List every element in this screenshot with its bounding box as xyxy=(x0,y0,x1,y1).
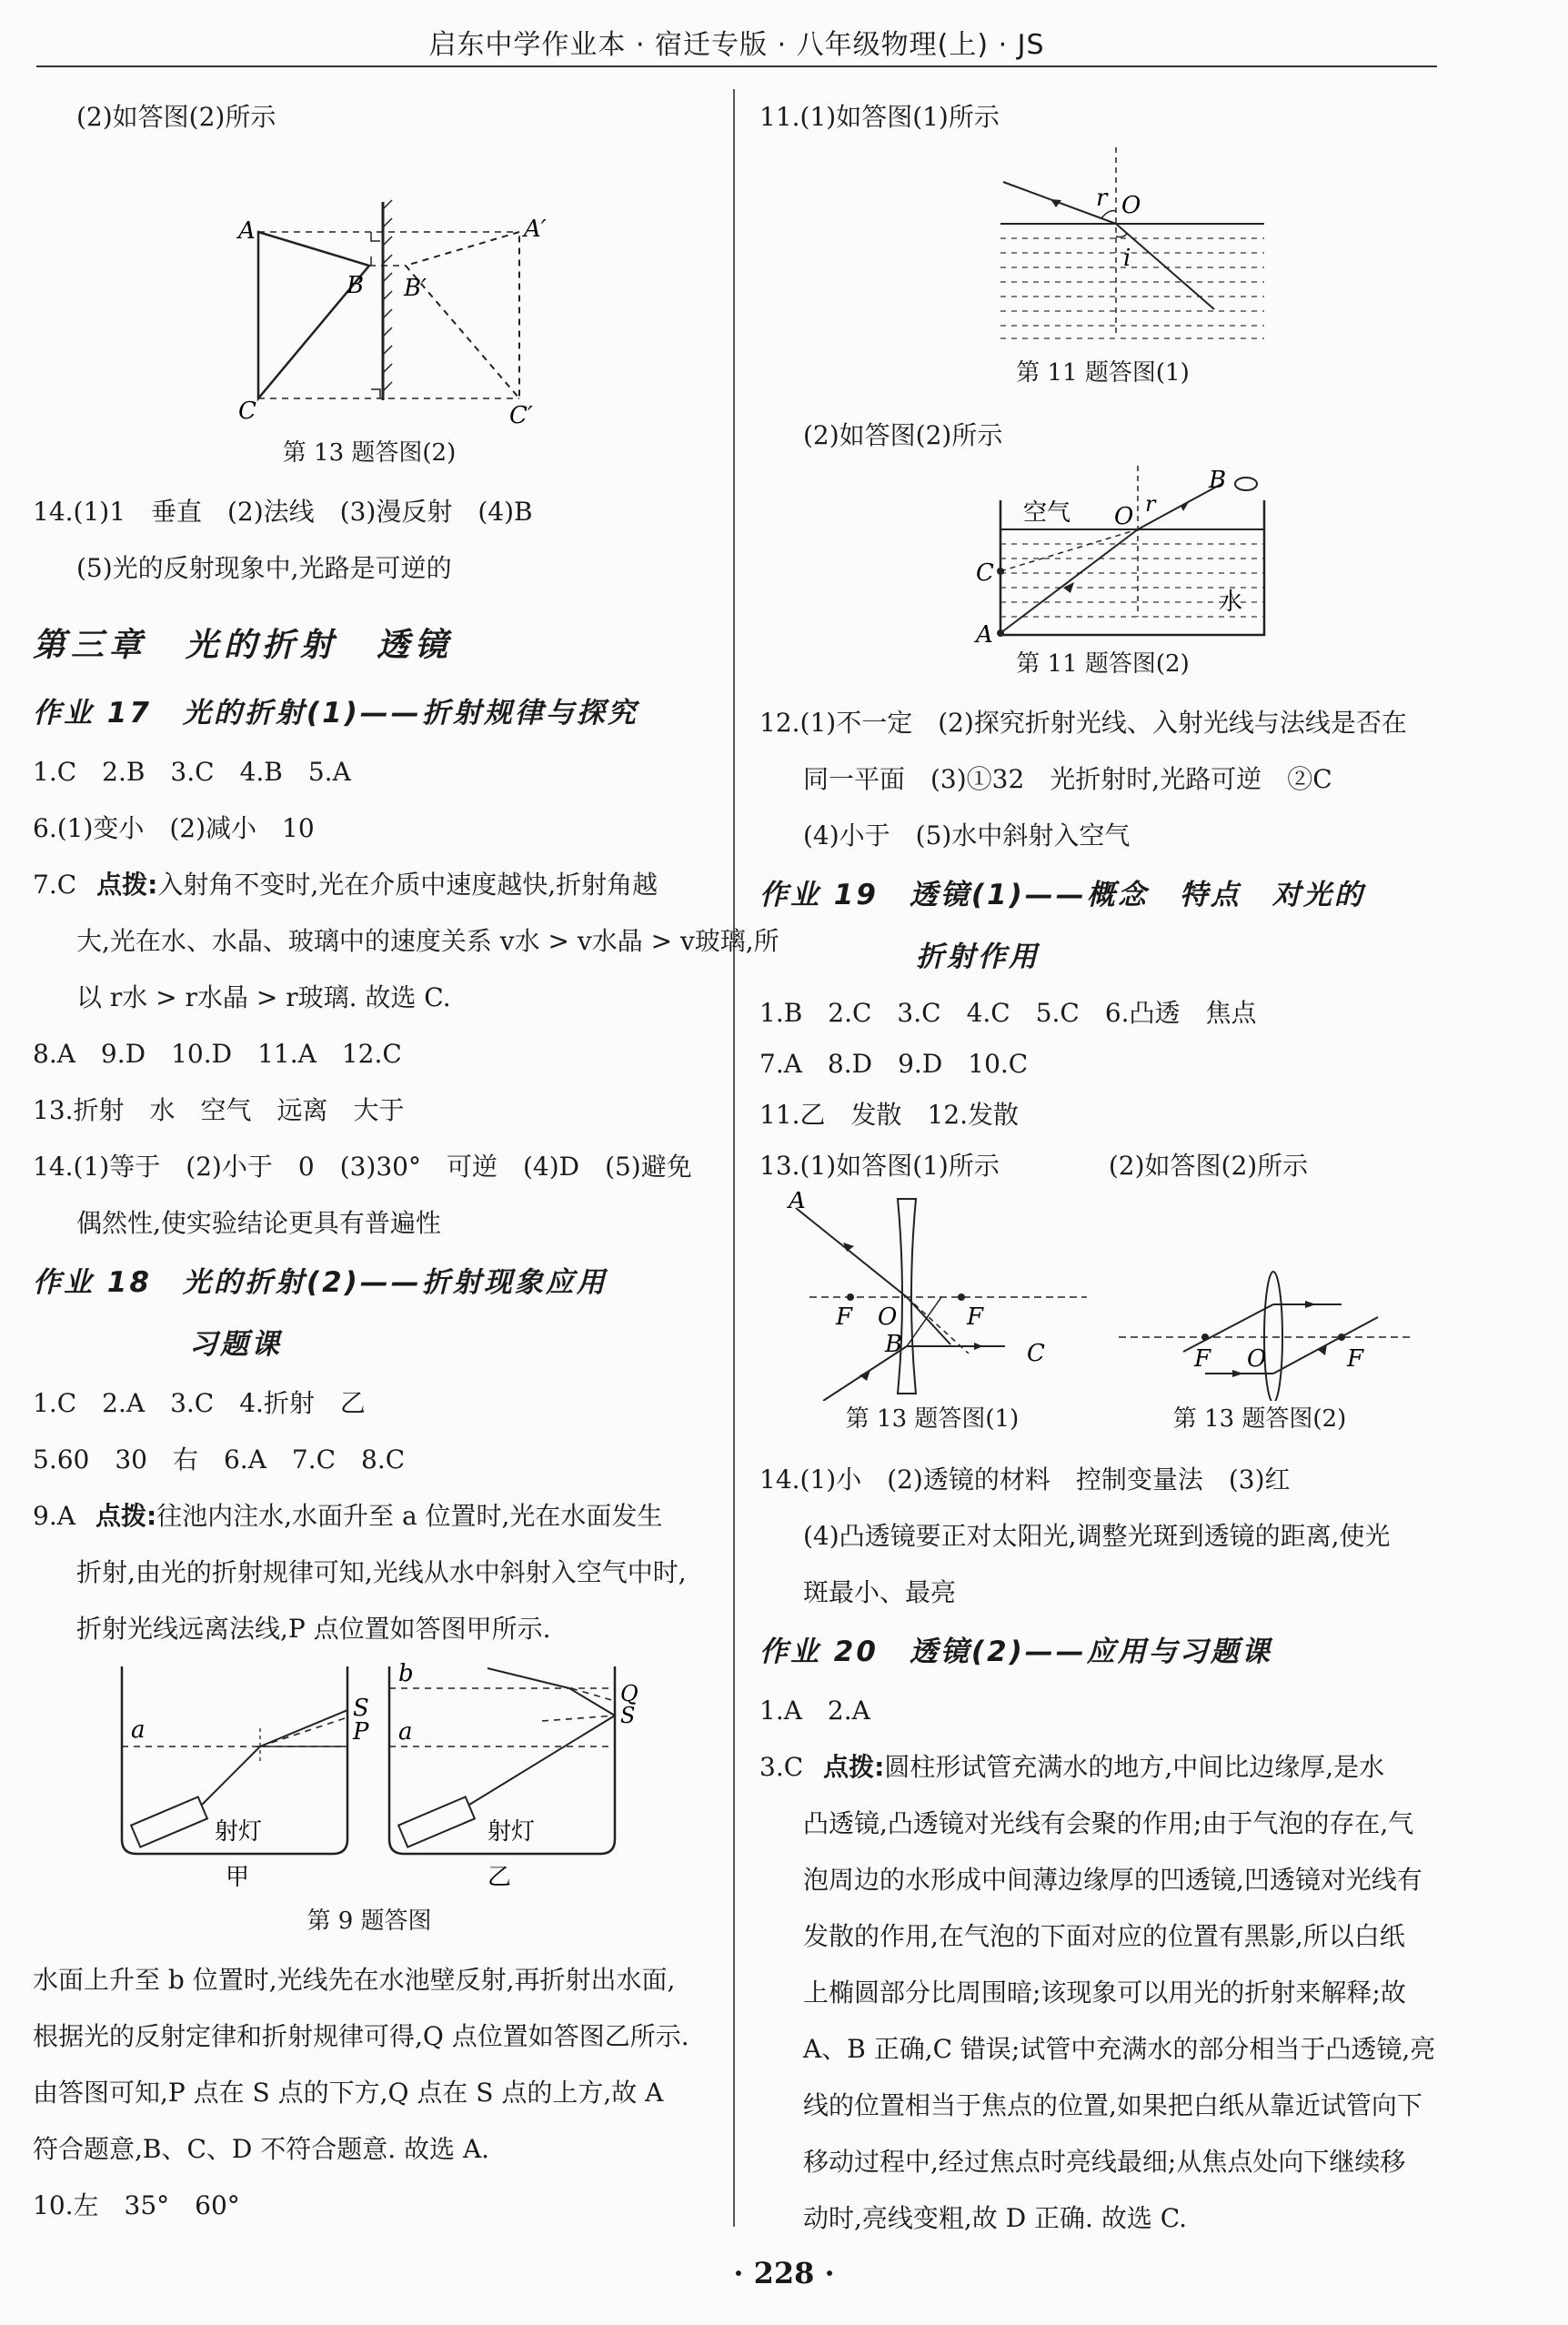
answer-line: (4)凸透镜要正对太阳光,调整光斑到透镜的距离,使光 xyxy=(803,1521,1391,1551)
answer-line: 12.(1)不一定 (2)探究折射光线、入射光线与法线是否在 xyxy=(759,708,1407,738)
answer-line: 斑最小、最亮 xyxy=(803,1577,957,1607)
answer-line: 1.C 2.B 3.C 4.B 5.A xyxy=(33,757,351,787)
answer-line: 14.(1)等于 (2)小于 0 (3)30° 可逆 (4)D (5)避免 xyxy=(33,1152,692,1182)
answer-line: 1.C 2.A 3.C 4.折射 乙 xyxy=(33,1388,366,1418)
answer-line: 6.(1)变小 (2)减小 10 xyxy=(33,813,315,843)
label-b: b xyxy=(398,1660,414,1687)
answer-line: 1.A 2.A xyxy=(759,1696,870,1726)
answer-line: 14.(1)1 垂直 (2)法线 (3)漫反射 (4)B xyxy=(33,497,533,527)
homework-title: 作业 19 透镜(1)——概念 特点 对光的 xyxy=(759,879,1365,911)
figure-13-lenses xyxy=(759,1192,1446,1401)
right-column xyxy=(759,89,1446,2247)
label-air: 空气 xyxy=(1023,499,1071,527)
hint-label: 点拨: xyxy=(95,1501,157,1531)
label-water: 水 xyxy=(1219,589,1243,616)
label-i: i xyxy=(1123,245,1131,272)
answer-line: (2)如答图(2)所示 xyxy=(803,420,1003,450)
homework-title: 作业 20 透镜(2)——应用与习题课 xyxy=(759,1636,1272,1668)
label-B: B xyxy=(347,272,365,299)
chapter-title: 第三章 光的折射 透镜 xyxy=(33,627,454,664)
label-C: C xyxy=(1027,1340,1045,1367)
q13-part1: 13.(1)如答图(1)所示 xyxy=(759,1151,1000,1181)
answer-line: 7.A 8.D 9.D 10.C xyxy=(759,1049,1029,1079)
homework-subtitle: 习题课 xyxy=(189,1328,282,1361)
label-O: O xyxy=(1247,1345,1267,1373)
label-lamp: 射灯 xyxy=(215,1818,263,1846)
figure-caption: 第 11 题答图(1) xyxy=(1016,359,1190,387)
q-number: 3.C xyxy=(759,1752,804,1782)
answer-line: 折射光线远离法线,P 点位置如答图甲所示. xyxy=(76,1614,551,1644)
homework-subtitle: 折射作用 xyxy=(916,941,1040,973)
answer-line: 11.(1)如答图(1)所示 xyxy=(759,102,1000,132)
q-number: 9.A xyxy=(33,1501,75,1531)
label-A: A xyxy=(238,217,256,245)
figure-9 xyxy=(33,1657,706,1894)
hint-text: 入射角不变时,光在介质中速度越快,折射角越 xyxy=(157,870,658,900)
answer-line: 5.60 30 右 6.A 7.C 8.C xyxy=(33,1444,406,1475)
figure-caption: 第 13 题答图(2) xyxy=(1172,1405,1347,1433)
answer-line: 折射,由光的折射规律可知,光线从水中斜射入空气中时, xyxy=(76,1557,687,1587)
answer-line: 根据光的反射定律和折射规律可得,Q 点位置如答图乙所示. xyxy=(33,2021,689,2051)
figure-caption: 第 13 题答图(1) xyxy=(845,1405,1020,1433)
answer-line xyxy=(33,857,706,913)
figure-11-2 xyxy=(759,464,1446,646)
answer-line: 同一平面 (3)①32 光折射时,光路可逆 ②C xyxy=(803,764,1332,794)
answer-line: 1.B 2.C 3.C 4.C 5.C 6.凸透 焦点 xyxy=(759,998,1257,1028)
answer-line: 13.折射 水 空气 远离 大于 xyxy=(33,1095,405,1125)
label-O: O xyxy=(878,1303,898,1331)
hint-text: 圆柱形试管充满水的地方,中间比边缘厚,是水 xyxy=(884,1752,1385,1782)
answer-line: 凸透镜,凸透镜对光线有会聚的作用;由于气泡的存在,气 xyxy=(803,1808,1414,1838)
answer-line: 发散的作用,在气泡的下面对应的位置有黑影,所以白纸 xyxy=(803,1921,1405,1951)
pool-diagrams xyxy=(33,1657,706,1894)
hint-label: 点拨: xyxy=(823,1752,885,1782)
mirror-diagram xyxy=(33,146,706,437)
q13-part2: (2)如答图(2)所示 xyxy=(1108,1151,1309,1181)
refraction-diagram-2 xyxy=(759,464,1446,646)
label-a: a xyxy=(398,1718,413,1746)
label-a: a xyxy=(131,1716,146,1744)
answer-line: 由答图可知,P 点在 S 点的下方,Q 点在 S 点的上方,故 A xyxy=(33,2078,664,2108)
page-number: · 228 · xyxy=(733,2256,835,2290)
label-r: r xyxy=(1096,185,1108,212)
label-A-prime: A′ xyxy=(524,216,547,243)
answer-line: 偶然性,使实验结论更具有普遍性 xyxy=(76,1208,441,1238)
figure-caption: 第 11 题答图(2) xyxy=(1016,650,1190,678)
label-C-prime: C′ xyxy=(509,402,533,429)
answer-line: 大,光在水、水晶、玻璃中的速度关系 v水 > v水晶 > v玻璃,所 xyxy=(76,926,779,956)
lens-diagrams xyxy=(759,1192,1446,1401)
label-A: A xyxy=(789,1192,806,1214)
answer-line: 泡周边的水形成中间薄边缘厚的凹透镜,凹透镜对光线有 xyxy=(803,1865,1422,1895)
label-r: r xyxy=(1145,491,1156,517)
homework-title: 作业 17 光的折射(1)——折射规律与探究 xyxy=(33,697,638,730)
answer-line: 上椭圆部分比周围暗;该现象可以用光的折射来解释;故 xyxy=(803,1978,1406,2008)
answer-line: (4)小于 (5)水中斜射入空气 xyxy=(803,820,1131,850)
answer-line xyxy=(759,1141,1446,1192)
answer-line: 水面上升至 b 位置时,光线先在水池壁反射,再折射出水面, xyxy=(33,1965,676,1995)
label-jia: 甲 xyxy=(226,1864,250,1891)
figure-11-1 xyxy=(759,146,1446,355)
label-B: B xyxy=(885,1331,903,1358)
answer-line: 符合题意,B、C、D 不符合题意. 故选 A. xyxy=(33,2134,490,2164)
column-divider xyxy=(733,89,735,2227)
figure-caption: 第 9 题答图 xyxy=(307,1907,432,1935)
left-column xyxy=(33,89,779,2234)
answer-line: 14.(1)小 (2)透镜的材料 控制变量法 (3)红 xyxy=(759,1464,1291,1495)
running-header: 启东中学作业本 · 宿迁专版 · 八年级物理(上) · JS xyxy=(36,25,1437,67)
label-C: C xyxy=(976,559,994,587)
label-A: A xyxy=(976,621,993,646)
homework-title: 作业 18 光的折射(2)——折射现象应用 xyxy=(33,1266,608,1299)
label-P: P xyxy=(353,1718,369,1746)
answer-line: 动时,亮线变粗,故 D 正确. 故选 C. xyxy=(803,2203,1188,2233)
label-F: F xyxy=(967,1303,984,1331)
answer-line: 移动过程中,经过焦点时亮线最细;从焦点处向下继续移 xyxy=(803,2147,1406,2177)
label-S: S xyxy=(620,1703,636,1728)
answer-line: (2)如答图(2)所示 xyxy=(76,102,276,132)
label-S: S xyxy=(353,1695,369,1722)
label-Q: Q xyxy=(620,1681,638,1706)
figure-caption: 第 13 题答图(2) xyxy=(282,439,457,467)
hint-text: 往池内注水,水面升至 a 位置时,光在水面发生 xyxy=(156,1501,663,1531)
answer-line: (5)光的反射现象中,光路是可逆的 xyxy=(76,553,452,583)
answer-line: 以 r水 > r水晶 > r玻璃. 故选 C. xyxy=(76,982,451,1012)
label-yi: 乙 xyxy=(487,1864,512,1891)
figure-13-2 xyxy=(33,146,706,437)
answer-line xyxy=(759,1739,1446,1796)
hint-label: 点拨: xyxy=(96,870,158,900)
label-F: F xyxy=(1194,1345,1211,1373)
label-B: B xyxy=(1209,467,1227,494)
label-F: F xyxy=(836,1303,853,1331)
label-F: F xyxy=(1347,1345,1364,1373)
answer-line: A、B 正确,C 错误;试管中充满水的部分相当于凸透镜,亮 xyxy=(803,2034,1436,2064)
label-lamp: 射灯 xyxy=(487,1818,536,1846)
answer-line: 10.左 35° 60° xyxy=(33,2190,240,2220)
answer-line: 8.A 9.D 10.D 11.A 12.C xyxy=(33,1039,402,1069)
label-O: O xyxy=(1121,192,1141,219)
label-O: O xyxy=(1114,503,1134,530)
answer-line: 线的位置相当于焦点的位置,如果把白纸从靠近试管向下 xyxy=(803,2090,1422,2120)
q-number: 7.C xyxy=(33,870,77,900)
answer-line xyxy=(33,1488,706,1545)
answer-line: 11.乙 发散 12.发散 xyxy=(759,1100,1020,1130)
label-C: C xyxy=(238,398,256,425)
label-B-prime: B′ xyxy=(404,275,427,302)
refraction-diagram-1 xyxy=(759,146,1446,355)
